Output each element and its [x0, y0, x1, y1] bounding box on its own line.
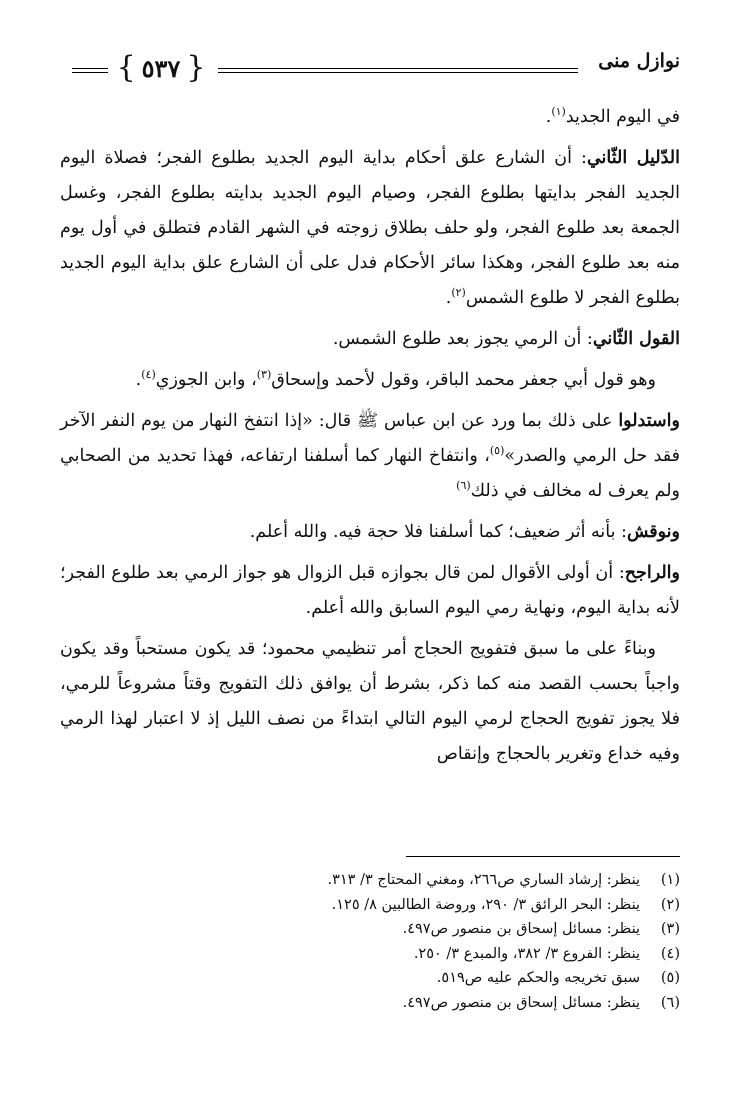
- footnote-ref: (٣): [256, 368, 272, 382]
- paragraph: [60, 515, 680, 550]
- header-rule-left: [72, 68, 108, 73]
- footnote-number: (٤): [660, 945, 680, 962]
- footnote: [60, 942, 680, 967]
- paragraph-text: ، وابن الجوزي: [155, 370, 257, 390]
- paragraph: [60, 322, 680, 357]
- brace-right: }: [186, 50, 206, 85]
- paragraph-text: : أن الشارع علق أحكام بداية اليوم الجديد بطلوع الفجر؛ فصلاة اليوم الجديد الفجر بدايتها بطلوع الفجر، وصيام اليوم الجديد بدايته بطلوع الفجر، وغسل الجمعة بعد طلوع الفجر، ولو حلف بطلاق زوجته في الشهر القادم فتطلق في أول يوم منه بعد طلوع الفجر، وهكذا سائر الأحكام فدل على أن الشارع علق بداية اليوم الجديد بطلوع الفجر لا طلوع الشمس: [60, 148, 680, 308]
- paragraph-tail: .: [445, 288, 452, 308]
- paragraph-lead: القول الثّاني: [592, 329, 680, 349]
- paragraph-text: وبناءً على ما سبق فتفويج الحجاج أمر تنظيمي محمود؛ قد يكون مستحباً وقد يكون واجباً بحسب القصد منه كما ذكر، بشرط أن يوافق ذلك التفويج وقتاً مشروعاً للرمي، فلا يجوز تفويج الحجاج لرمي اليوم التالي ابتداءً من نصف الليل إذ لا اعتبار لهذا الرمي وفيه خداع وتغرير بالحجاج وإنقاص: [60, 639, 680, 764]
- footnote-text: ينظر: إرشاد الساري ص٢٦٦، ومغني المحتاج ٣/ ٣١٣.: [327, 872, 640, 888]
- footnote-number: (٦): [660, 994, 680, 1011]
- footnote: [60, 868, 680, 893]
- paragraph: [60, 141, 680, 316]
- paragraph: [60, 556, 680, 626]
- paragraph-text: : أن أولى الأقوال لمن قال بجوازه قبل الزوال هو جواز الرمي بعد طلوع الفجر؛ لأنه بداية اليوم، ونهاية رمي اليوم السابق والله أعلم.: [60, 563, 680, 618]
- paragraph: [60, 363, 680, 398]
- footnote-separator: [406, 856, 680, 857]
- footnote-ref: (٥): [489, 444, 505, 458]
- paragraph-text: على ذلك بما ورد عن ابن عباس ﷺ قال: «إذا انتفخ النهار من يوم النفر الآخر فقد حل الرمي والصدر»: [60, 411, 680, 466]
- paragraph: [60, 404, 680, 509]
- main-text: [60, 100, 680, 778]
- footnote-text: ينظر: الفروع ٣/ ٣٨٢، والمبدع ٣/ ٢٥٠.: [413, 945, 640, 962]
- footnote-number: (١): [660, 872, 680, 888]
- paragraph-text: : بأنه أثر ضعيف؛ كما أسلفنا فلا حجة فيه. والله أعلم.: [249, 522, 627, 542]
- footnote-ref: (٤): [141, 368, 156, 382]
- paragraph-text: وهو قول أبي جعفر محمد الباقر، وقول لأحمد وإسحاق: [271, 370, 656, 390]
- paragraph-text: : أن الرمي يجوز بعد طلوع الشمس.: [332, 329, 593, 349]
- page-number: ٥٣٧: [141, 53, 181, 83]
- book-title: نوازل منى: [598, 50, 680, 72]
- paragraph-lead: والراجح: [624, 563, 680, 583]
- footnote-ref: (١): [551, 105, 566, 119]
- paragraph-lead: واستدلوا: [618, 411, 680, 431]
- footnotes: [60, 868, 680, 1015]
- footnote: [60, 991, 680, 1016]
- footnote-ref: (٦): [456, 479, 471, 493]
- paragraph: [60, 632, 680, 772]
- footnote-number: (٢): [660, 896, 680, 913]
- page-header: [60, 44, 680, 92]
- paragraph-lead: ونوقش: [626, 522, 680, 542]
- footnote-text: سبق تخريجه والحكم عليه ص٥١٩.: [436, 970, 640, 986]
- brace-left: {: [116, 50, 136, 85]
- header-rule: [218, 68, 578, 73]
- paragraph-text: في اليوم الجديد: [565, 107, 680, 127]
- footnote: [60, 966, 680, 991]
- footnote-text: ينظر: مسائل إسحاق بن منصور ص٤٩٧.: [402, 994, 640, 1011]
- footnote: [60, 917, 680, 942]
- paragraph-lead: الدّليل الثّاني: [586, 148, 680, 168]
- footnote-number: (٥): [660, 970, 680, 986]
- paragraph: [60, 100, 680, 135]
- paragraph-tail: .: [135, 370, 142, 390]
- footnote-ref: (٢): [451, 286, 466, 300]
- footnote-text: ينظر: البحر الرائق ٣/ ٢٩٠، وروضة الطالبين ٨/ ١٢٥.: [331, 896, 640, 913]
- footnote-number: (٣): [660, 921, 680, 937]
- footnote-text: ينظر: مسائل إسحاق بن منصور ص٤٩٧.: [402, 921, 640, 937]
- paragraph-tail: .: [545, 107, 552, 127]
- page-number-frame: [106, 50, 216, 86]
- footnote: [60, 893, 680, 918]
- paragraph-text: ، وانتفاخ النهار كما أسلفنا ارتفاعه، فهذا تحديد من الصحابي ولم يعرف له مخالف في ذلك: [60, 446, 680, 501]
